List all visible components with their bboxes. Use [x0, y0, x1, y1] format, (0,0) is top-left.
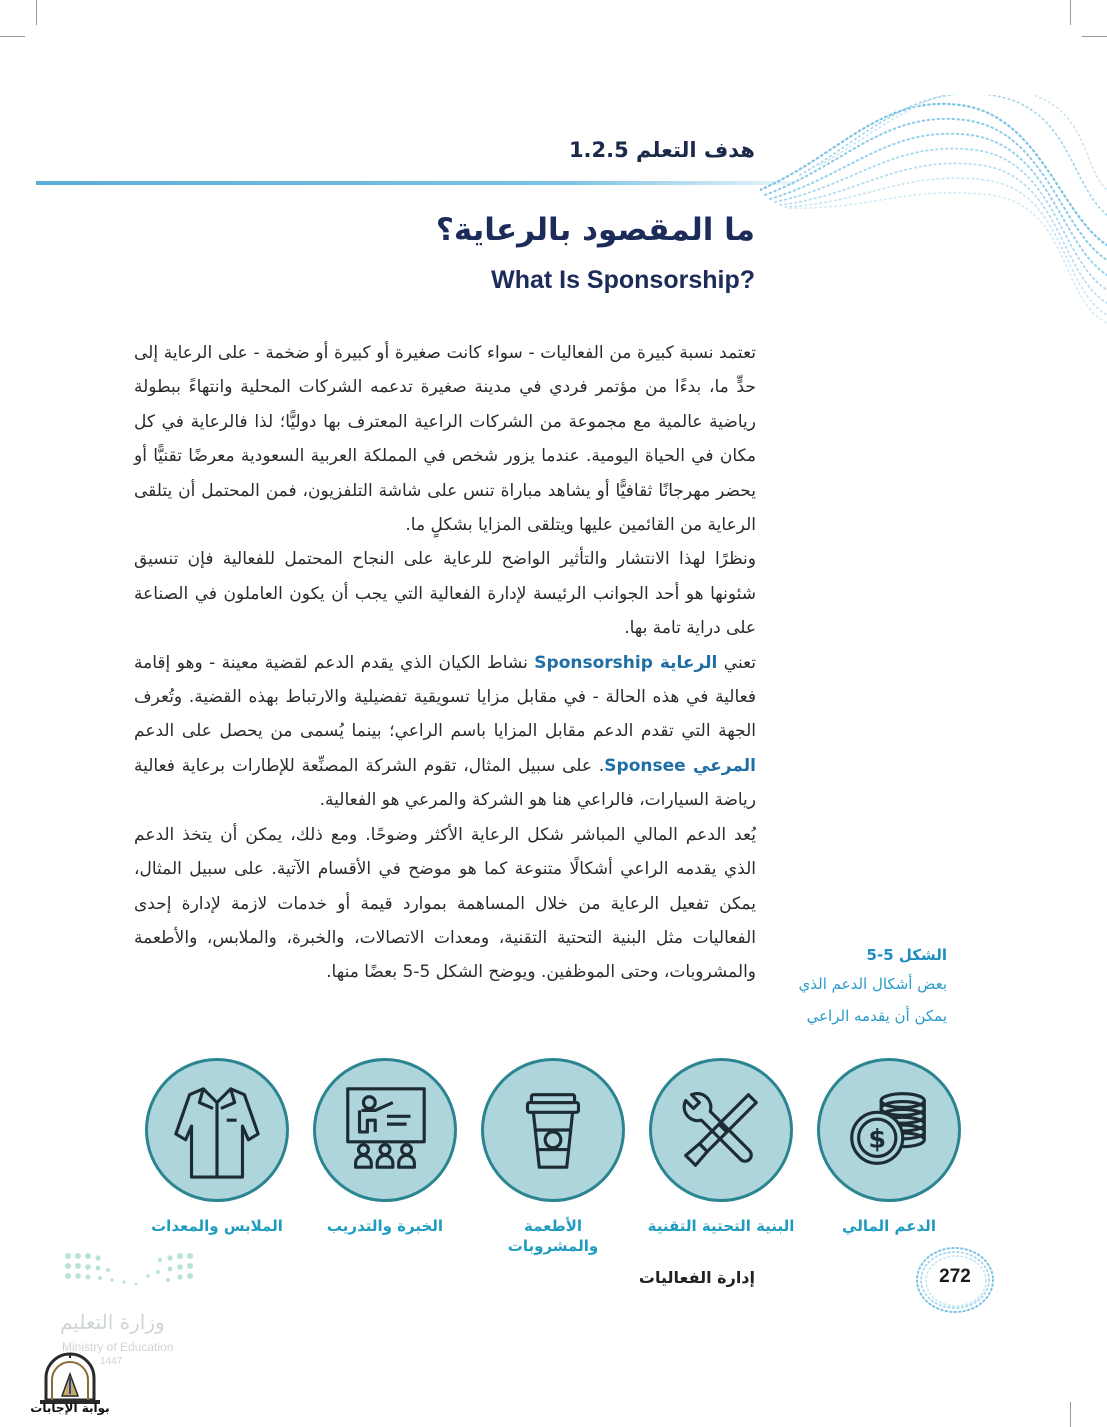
- figure-caption: [772, 942, 947, 1032]
- term-sponsee: المرعي Sponsee: [604, 755, 756, 776]
- page-title-arabic: ما المقصود بالرعاية؟: [435, 212, 755, 248]
- paragraph-1: تعتمد نسبة كبيرة من الفعاليات - سواء كانت صغيرة أو كبيرة أو ضخمة - على الرعاية إلى حدٍّ ما، بدءًا من مؤتمر فردي في مدينة صغيرة تدعمه الشركات المحلية وانتهاءً ببطولة رياضية عالمية مع مجموعة من الشركات الراعية المعترف بها دوليًّا؛ لذا فالرعاية في كل مكان في الحياة اليومية. عندما يزور شخص في المملكة العربية السعودية معرضًا تقنيًّا أو يحضر مهرجانًا ثقافيًّا أو يشاهد مباراة تنس على شاشة التلفزيون، فمن المحتمل أن يتلقى الرعاية من القائمين عليها ويتلقى المزايا بشكلٍ ما.: [134, 343, 756, 536]
- support-item-training: [310, 1058, 460, 1236]
- support-label-infrastructure: البنية التحتية التقنية: [647, 1217, 795, 1235]
- paragraph-3-part-c: . على سبيل المثال، تقوم الشركة المصنِّعة للإطارات برعاية فعالية رياضة السيارات، فالراعي هنا هو الشركة والمرعي هو الفعالية.: [134, 755, 756, 811]
- figure-caption-line-2: يمكن أن يقدمه الراعي: [806, 1007, 947, 1025]
- paragraph-2: ونظرًا لهذا الانتشار والتأثير الواضح للرعاية على النجاح المحتمل للفعالية فإن تنسيق شئونها هو أحد الجوانب الرئيسة لإدارة الفعالية التي يجب أن يكون العاملون في الصناعة على دراية تامة بها.: [134, 549, 756, 639]
- paragraph-3-part-a: تعني: [717, 652, 757, 673]
- support-item-food: [478, 1058, 628, 1256]
- ministry-year: 1447: [100, 1356, 123, 1367]
- crop-mark: [1070, 1402, 1071, 1427]
- page-title-english: What Is Sponsorship?: [491, 266, 755, 294]
- support-label-training: الخبرة والتدريب: [326, 1217, 444, 1235]
- term-sponsorship: الرعاية Sponsorship: [534, 652, 718, 673]
- crop-mark: [36, 0, 37, 25]
- goal-divider: [36, 181, 796, 185]
- sponsorship-forms-row: [0, 1058, 1107, 1258]
- page-number: 272: [939, 1266, 971, 1287]
- support-item-infrastructure: [646, 1058, 796, 1236]
- figure-number: الشكل 5-5: [866, 946, 947, 964]
- wrench-screwdriver-icon: [672, 1081, 770, 1179]
- crop-mark: [1070, 0, 1071, 25]
- icon-circle: [313, 1058, 457, 1202]
- ministry-name-arabic: وزارة التعليم: [60, 1310, 165, 1334]
- support-label-clothing: الملابس والمعدات: [151, 1217, 283, 1235]
- decorative-wave: [760, 95, 1107, 325]
- crop-mark: [1082, 36, 1107, 37]
- support-item-clothing: [142, 1058, 292, 1236]
- figure-caption-line-1: بعض أشكال الدعم الذي: [798, 975, 947, 993]
- paragraph-3-part-b: نشاط الكيان الذي يقدم الدعم لقضية معينة - وهو إقامة فعالية في هذه الحالة - في مقابل مزايا تسويقية تفضيلية والارتباط بهذه القضية. وتُعرف الجهة التي تقدم الدعم مقابل المزايا باسم الراعي؛ بينما يُسمى من يحصل على الدعم: [134, 652, 756, 742]
- ministry-name-english: Ministry of Education: [62, 1340, 174, 1354]
- ministry-logo-dots: [60, 1250, 200, 1300]
- crop-mark: [0, 36, 25, 37]
- icon-circle: [817, 1058, 961, 1202]
- support-label-financial: الدعم المالي: [842, 1217, 936, 1235]
- learning-goal-heading: هدف التعلم 1.2.5: [568, 138, 755, 162]
- book-title: إدارة الفعاليات: [638, 1268, 755, 1287]
- support-label-food: الأطعمة والمشروبات: [507, 1217, 599, 1255]
- icon-circle: [145, 1058, 289, 1202]
- lab-coat-icon: [168, 1081, 266, 1179]
- coffee-cup-icon: [504, 1081, 602, 1179]
- support-item-financial: [814, 1058, 964, 1236]
- body-text: [134, 336, 756, 990]
- paragraph-3: [134, 646, 756, 818]
- presentation-board-icon: [336, 1081, 434, 1179]
- answers-portal-text: بوابة الإجابات: [30, 1401, 110, 1415]
- svg-text:$: $: [868, 1124, 887, 1155]
- icon-circle: [649, 1058, 793, 1202]
- paragraph-4: يُعد الدعم المالي المباشر شكل الرعاية الأكثر وضوحًا. ومع ذلك، يمكن أن يتخذ الدعم الذي يقدمه الراعي أشكالًا متنوعة كما هو موضح في الأقسام الآتية. على سبيل المثال، يمكن تفعيل الرعاية من خلال المساهمة بموارد قيمة أو خدمات لازمة لإدارة إحدى الفعاليات مثل البنية التحتية التقنية، ومعدات الاتصالات، والخبرة، والملابس، والأطعمة والمشروبات، وحتى الموظفين. ويوضح الشكل 5-5 بعضًا منها.: [134, 824, 756, 983]
- coins-dollar-icon: [840, 1081, 938, 1179]
- icon-circle: [481, 1058, 625, 1202]
